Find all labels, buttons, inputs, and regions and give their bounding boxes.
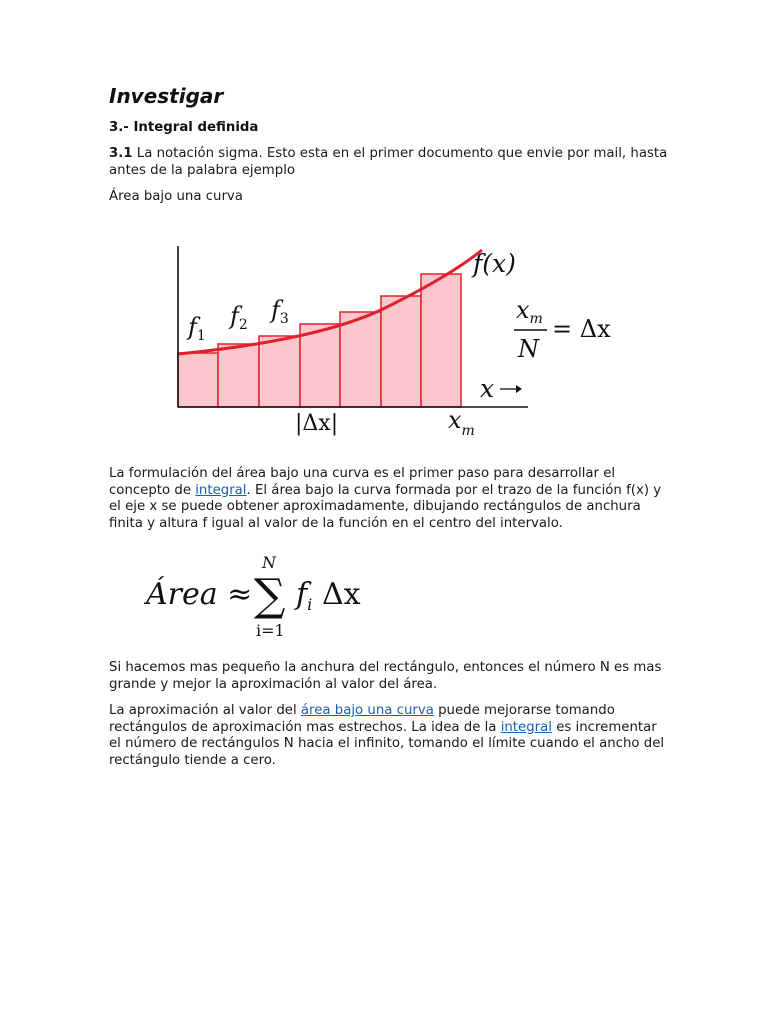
x-axis-label: x xyxy=(480,374,495,403)
fx-label: f(x) xyxy=(473,249,516,278)
integral-link-2[interactable]: integral xyxy=(500,719,552,735)
area-under-curve-figure xyxy=(170,240,630,450)
rect-3 xyxy=(259,336,300,407)
xm-label: $x_m$ xyxy=(448,406,475,439)
formula-lower: i=1 xyxy=(256,621,285,640)
formula-upper: N xyxy=(262,553,276,572)
rect-7 xyxy=(421,274,461,407)
paragraph-sigma-text: La notación sigma. Esto esta en el primer documento que envie por mail, hasta antes de la palabra ejemplo xyxy=(109,146,668,178)
paragraph-area-heading: Área bajo una curva xyxy=(109,189,243,204)
f1-label: $f_1$ xyxy=(188,313,206,344)
rect-1 xyxy=(178,353,218,407)
area-under-curve-link[interactable]: área bajo una curva xyxy=(300,703,434,718)
paragraph-narrower: Si hacemos mas pequeño la anchura del rectángulo, entonces el número N es mas grande y mejor la aproximación al valor del área. xyxy=(109,660,662,692)
delta-x-label: |Δx| xyxy=(295,411,339,436)
x-arrow-head xyxy=(516,385,522,393)
fraction-numerator: $x_m$ xyxy=(516,296,543,327)
fraction-denominator: N xyxy=(518,335,539,363)
rectangles xyxy=(178,274,461,407)
rect-4 xyxy=(300,324,340,407)
paragraph-approximation: La aproximación al valor del área bajo una curva puede mejorarse tomando rectángulos de aproximación mas estrechos. La idea de la integral es incrementar el número de rectángulos N hacia el infinito, tomando el límite cuando el ancho del rectángulo tiende a cero. xyxy=(109,703,665,768)
paragraph-sigma xyxy=(109,146,669,179)
integral-link[interactable]: integral xyxy=(195,482,247,498)
formula-lhs: Área ≈ xyxy=(146,577,253,612)
formula-body: $f_i$ xyxy=(296,577,313,614)
rect-5 xyxy=(340,312,381,407)
sigma-symbol: ∑ xyxy=(254,570,286,621)
rect-6 xyxy=(381,296,421,407)
paragraph-formulation: La formulación del área bajo una curva es el primer paso para desarrollar el concepto de integral. El área bajo la curva formada por el trazo de la función f(x) y el eje x se puede obtener aproximadamente, dibujando rectángulos de anchura finita y altura f igual al valor de la función en el centro del intervalo. xyxy=(109,466,662,531)
formula-tail: Δx xyxy=(322,577,361,612)
sum-formula xyxy=(144,552,394,642)
rect-2 xyxy=(218,344,259,407)
fraction-rhs: = Δx xyxy=(552,315,611,343)
page-title: Investigar xyxy=(109,84,224,108)
f2-label: $f_2$ xyxy=(230,302,248,333)
section-heading: 3.- Integral definida xyxy=(109,120,259,135)
item-number: 3.1 xyxy=(109,146,133,161)
f3-label: $f_3$ xyxy=(271,296,289,327)
